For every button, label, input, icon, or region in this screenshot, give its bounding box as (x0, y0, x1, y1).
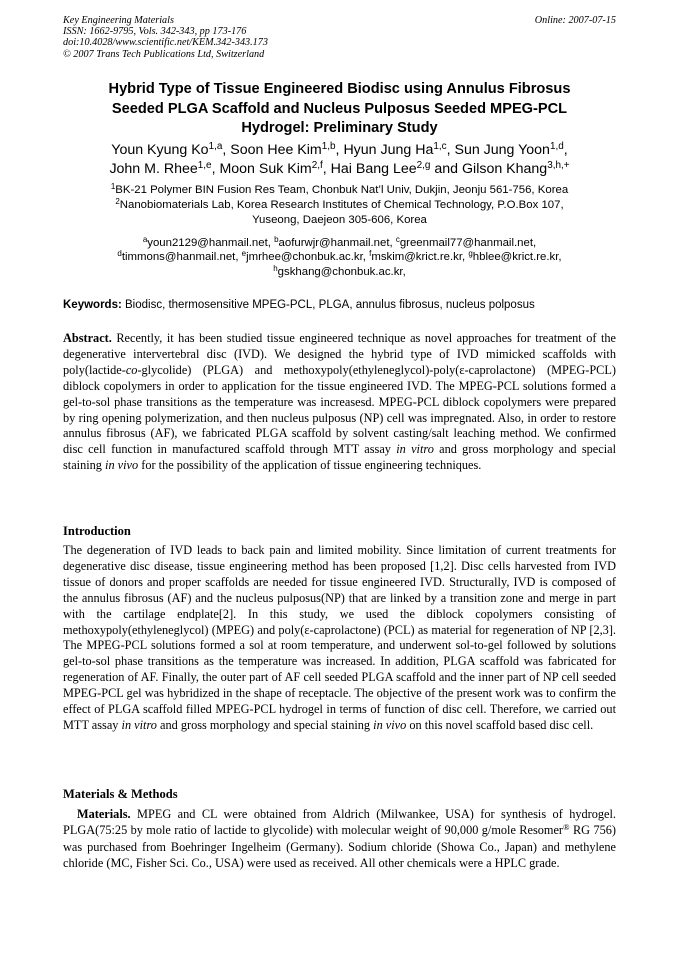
affiliation: BK-21 Polymer BIN Fusion Res Team, Chonbuk Nat’l Univ, Dukjin, Jeonju 561-756, Korea (115, 184, 569, 196)
journal-issn: ISSN: 1662-9795, Vols. 342-343, pp 173-176 (63, 26, 247, 38)
affiliation: Nanobiomaterials Lab, Korea Research Institutes of Chemical Technology, P.O.Box 107, (119, 198, 564, 211)
section-heading-methods: Materials & Methods (63, 787, 178, 801)
author: Gilson Khang (462, 160, 548, 177)
title-line: Hybrid Type of Tissue Engineered Biodisc using Annulus Fibrosus (108, 81, 571, 97)
abstract-text: -glycolide) (PLGA) and methoxypoly(ethyleneglycol)-poly(ε-caprolactone) (MPEG-PCL) diblock copolymers in order to application for the tissue engineered IVD. The MPEG-PCL solutions formed a gel-to-sol phase transitions as the temperature was increasesd. MPEG-PCL diblock copolymers were prepared by ring opening polymerization, and then nucleus pulposus (NP) cell was impregnated. Also, in order to restore annulus fibrosus (AF), we fabricated PLGA scaffold by solvent casting/salt leaching method. We confirmed disc cell function in manufactured scaffold through MTT assay (63, 362, 616, 457)
author-list: Youn Kyung Ko$^{1,a}$, Soon Hee Kim$^{1,b}$, Hyun Jung Ha$^{1,c}$, Sun Jung Yoon$^{1,d}$, John M. Rhee$^{1,e}$, Moon Suk Kim$^{2,f}$, Hai Bang Lee$^{2,g}$ and Gilson Khang$^{3,h,+}$ (109, 141, 570, 177)
email: mskim@krict.re.kr, (371, 251, 466, 264)
paragraph-text: on this novel scaffold based disc cell. (409, 717, 594, 732)
title-line: Hydrogel: Preliminary Study (241, 120, 438, 136)
author-sup: 1,c (433, 141, 447, 153)
email: greenmail77@hanmail.net, (399, 237, 537, 249)
email-tag: e (241, 249, 247, 259)
italic-term: co (125, 362, 138, 377)
abstract-label: Abstract. (63, 331, 112, 345)
email: timmons@hanmail.net, (121, 251, 239, 264)
affil-number: 2 (115, 196, 120, 206)
author: Youn Kyung Ko (111, 142, 209, 158)
author-sup: 3,h,+ (547, 159, 570, 171)
email-tag: f (369, 249, 372, 259)
methods-text (63, 807, 616, 872)
paragraph-text: and gross morphology and special staining (160, 717, 371, 732)
section-heading-introduction: Introduction (63, 524, 131, 538)
keywords-text: Biodisc, thermosensitive MPEG-PCL, PLGA, annulus fibrosus, nucleus polposus (125, 299, 535, 311)
author: Hai Bang Lee (330, 160, 417, 177)
keywords (63, 298, 616, 312)
paragraph-text: MPEG and CL were obtained from Aldrich (Milwankee, USA) for synthesis of hydrogel. PLGA(75:25 by mole ratio of lactide to glycolide) with molecular weight of 90,000 g/mole Resomer (63, 807, 617, 837)
author-sup: 1,b (321, 141, 336, 153)
email-tag: b (274, 235, 279, 245)
italic-term: in vivo (373, 717, 407, 732)
journal-name: Key Engineering Materials (63, 15, 174, 26)
abstract (63, 331, 616, 474)
email: youn2129@hanmail.net, (147, 237, 271, 249)
author: Soon Hee Kim (230, 142, 322, 158)
paper-title (63, 80, 616, 139)
journal-copyright: © 2007 Trans Tech Publications Ltd, Switzerland (63, 48, 265, 60)
email: jmrhee@chonbuk.ac.kr, (246, 251, 366, 264)
subsection-label: Materials. (77, 807, 131, 821)
email-tag: a (142, 235, 148, 245)
title-line: Seeded PLGA Scaffold and Nucleus Pulposus Seeded MPEG-PCL (111, 100, 568, 117)
paragraph-text: The degeneration of IVD leads to back pain and limited mobility. Since limitation of current treatments for degenerative disc disease, tissue engineering method has been proposed [1,2]. Disc cells harvested from IVD tissue of donors and proper scaffolds are needed for tissue engineered IVD. Structurally, IVD is composed of the annulus fibrosus (AF) and the nucleus pulposus(NP) that are linked by a transition zone and merge in part with the cartilage endplate[2]. In this study, we used the diblock copolymers consisting of methoxypoly(ethyleneglycol) (MPEG) and poly(ε-caprolactone) (PCL) as material for regeneration of NP [2,3]. The MPEG-PCL solutions formed a sol at room temperature, and underwent sol-to-gel followed by solutions gel-to-sol phase transitions as the temperature was increased. In addition, PLGA scaffold was fabricated for regeneration of AF. Finally, the outer part of AF cell seeded PLGA scaffold and the inner part of NP cell seeded MPEG-PCL gel was hybridized in the shape of receptacle. The objective of the present work was to confirm the effect of PLGA scaffold filled MPEG-PCL hydrogel in terms of function of disc cell. Therefore, we carried out MTT assay (63, 543, 616, 732)
email: aofurwjr@hanmail.net, (278, 237, 393, 249)
email-tag: g (468, 249, 473, 259)
online-date: Online: 2007-07-15 (534, 15, 616, 26)
italic-term: in vitro (396, 442, 434, 457)
abstract-text: Recently, it has been studied tissue engineered technique as novel approaches for treatment of the degenerative intervertebral disc (IVD). We designed the hybrid type of IVD mimicked scaffolds with poly(lactide- (63, 331, 617, 377)
author-sup: 1,e (197, 159, 212, 171)
affiliation: Yuseong, Daejeon 305-606, Korea (252, 213, 427, 226)
email: hblee@krict.re.kr, (472, 251, 562, 264)
email: gskhang@chonbuk.ac.kr, (277, 265, 406, 278)
keywords-label: Keywords: (63, 299, 122, 311)
author: Moon Suk Kim (219, 160, 312, 177)
affiliations (63, 183, 616, 227)
author: Sun Jung Yoon (454, 142, 550, 158)
author-sup: 1,d (549, 141, 564, 153)
journal-doi: doi:10.4028/www.scientific.net/KEM.342-343.173 (63, 37, 268, 49)
italic-term: in vivo (105, 458, 139, 473)
email-tag: d (117, 249, 122, 259)
author: Hyun Jung Ha (343, 142, 434, 158)
email-list (63, 236, 616, 279)
email-tag: c (395, 235, 400, 245)
paragraph-text: RG 756) was purchased from Boehringer Ingelheim (Germany). Sodium chloride (Showa Co., Japan) and methylene chloride (MC, Fisher Sci. Co., USA) were used as received. All other chemicals were a HPLC grade. (63, 822, 617, 870)
affil-number: 1 (110, 182, 116, 192)
author-sup: 1,a (208, 141, 223, 153)
registered-mark: ® (563, 822, 570, 833)
author-conjunction: and (434, 160, 459, 177)
abstract-text: and gross morphology and special staining (63, 442, 616, 473)
abstract-text: for the possibility of the application of tissue engineering techniques. (141, 458, 482, 473)
email-tag: h (273, 263, 278, 273)
journal-header (63, 15, 616, 60)
author: John M. Rhee (109, 160, 198, 177)
author-sup: 2,g (416, 159, 431, 171)
italic-term: in vitro (121, 717, 157, 732)
author-sup: 2,f (311, 159, 323, 171)
introduction-text (63, 543, 616, 734)
